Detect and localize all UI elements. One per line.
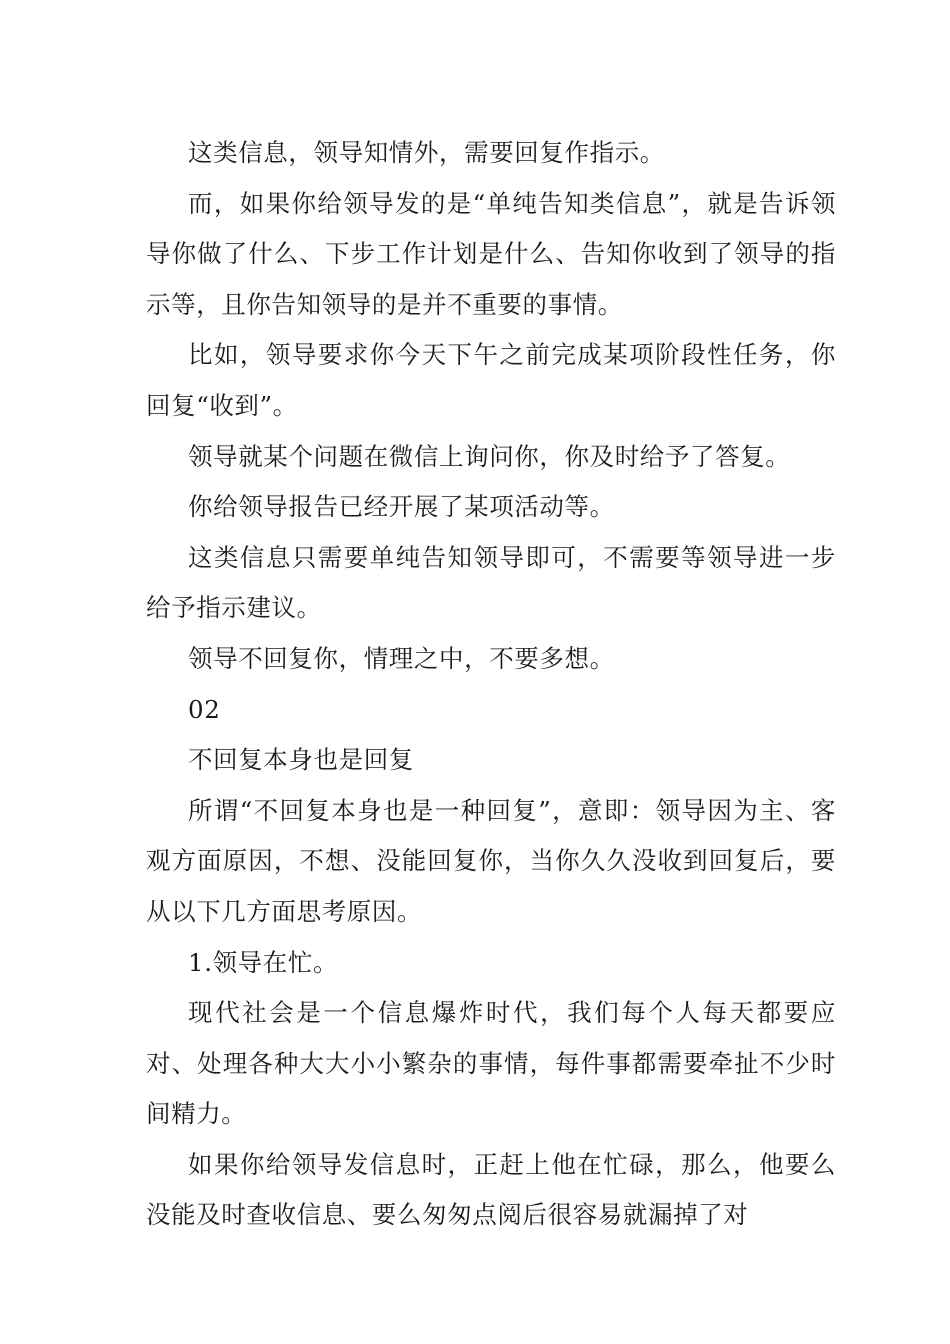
paragraph: 领导不回复你，情理之中，不要多想。 [188, 643, 615, 673]
paragraph: 而，如果你给领导发的是“单纯告知类信息”，就是告诉领导你做了什么、下步工作计划是什么、告知你收到了领导的指示等，且你告知领导的是并不重要的事情。 [146, 188, 836, 319]
document-body [146, 128, 836, 1241]
paragraph: 现代社会是一个信息爆炸时代，我们每个人每天都要应对、处理各种大大小小繁杂的事情，每件事都需要牵扯不少时间精力。 [146, 998, 836, 1129]
paragraph: 这类信息，领导知情外，需要回复作指示。 [188, 138, 665, 167]
list-item-heading: 1.领导在忙。 [188, 947, 339, 977]
paragraph: 比如，领导要求你今天下午之前完成某项阶段性任务，你回复“收到”。 [146, 340, 836, 420]
paragraph: 如果你给领导发信息时，正赶上他在忙碌，那么，他要么没能及时查收信息、要么匆匆点阅后很容易就漏掉了对 [146, 1149, 836, 1230]
section-number: 02 [188, 694, 221, 724]
section-heading: 不回复本身也是回复 [188, 745, 414, 775]
paragraph: 领导就某个问题在微信上询问你，你及时给予了答复。 [188, 441, 791, 471]
paragraph: 所谓“不回复本身也是一种回复”，意即：领导因为主、客观方面原因，不想、没能回复你，当你久久没收到回复后，要从以下几方面思考原因。 [146, 795, 836, 926]
paragraph: 你给领导报告已经开展了某项活动等。 [188, 492, 615, 522]
paragraph: 这类信息只需要单纯告知领导即可，不需要等领导进一步给予指示建议。 [146, 542, 836, 623]
